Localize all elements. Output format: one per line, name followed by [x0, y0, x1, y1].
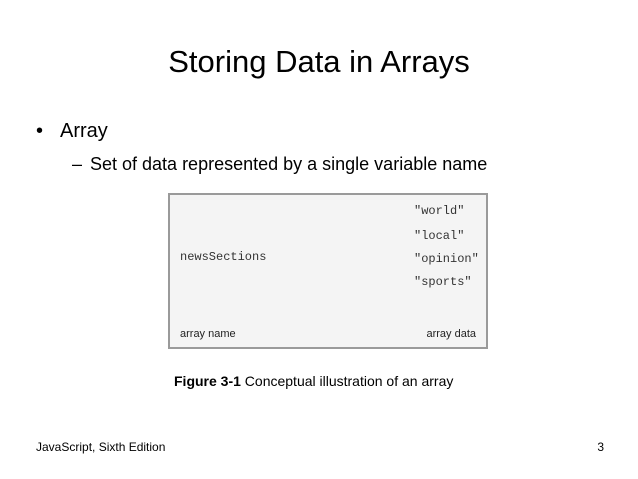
- sub-bullet-item: [72, 153, 487, 175]
- array-item: "local": [414, 229, 465, 243]
- variable-name: newsSections: [180, 250, 267, 264]
- sub-bullet-text: Set of data represented by a single variable name: [90, 154, 488, 174]
- array-figure: [168, 193, 488, 349]
- bullet-text: Array: [60, 120, 108, 142]
- bullet-item: [36, 119, 108, 143]
- bullet-marker: •: [36, 120, 44, 142]
- array-item: "world": [414, 204, 465, 218]
- figure-caption: [174, 373, 453, 390]
- page-number: 3: [597, 440, 604, 454]
- footer-book-title: JavaScript, Sixth Edition: [36, 440, 166, 454]
- slide-title: Storing Data in Arrays: [168, 44, 470, 79]
- array-name-label: array name: [180, 328, 236, 340]
- caption-text: Conceptual illustration of an array: [244, 373, 454, 389]
- array-item: "sports": [414, 275, 472, 289]
- array-item: "opinion": [414, 252, 479, 266]
- figure-number: Figure 3-1: [174, 373, 241, 389]
- array-data-label: array data: [426, 328, 476, 340]
- sub-bullet-marker: –: [72, 154, 83, 174]
